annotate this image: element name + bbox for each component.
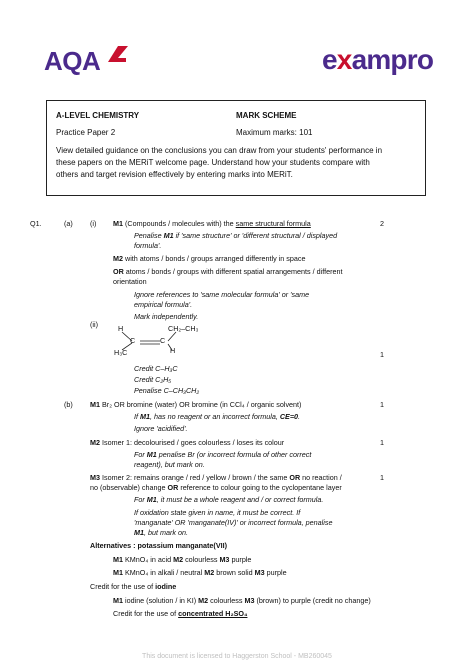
m1-label: M1 — [113, 219, 123, 228]
struct-c1: C — [130, 336, 136, 345]
exampro-logo-rest: ampro — [351, 44, 434, 75]
exampro-logo-x: x — [336, 44, 352, 75]
credit-c-h3c: Credit C–H₃C — [134, 364, 178, 373]
credit-h2so4-a: Credit for the use of — [113, 609, 177, 618]
blurb-line-3: others and target revision effectively by entering marks into MERiT. — [56, 170, 293, 179]
b-m2-text: Isomer 1: decolourised / goes colourless / loses its colour — [102, 438, 285, 447]
mark-b-m2: 1 — [380, 438, 384, 447]
or1-label: OR — [113, 267, 124, 276]
for-m1-b: M1 — [146, 450, 157, 459]
for-m1-line-2: reagent), but mark on. — [134, 460, 205, 469]
paper-name: Practice Paper 2 — [56, 128, 116, 137]
alt1-text-a: KMnO₄ in acid — [125, 555, 172, 564]
part-i-label: (i) — [90, 219, 97, 228]
mark-independently: Mark independently. — [134, 312, 199, 321]
for-m1b-c: , it must be a whole reagent and / or correct formula. — [156, 495, 324, 504]
iod-m3: M3 — [244, 596, 255, 605]
ox-3-m1: M1 — [134, 528, 144, 537]
m1-underlined: same structural formula — [235, 219, 311, 228]
b-m3-line — [90, 473, 342, 482]
or1-line — [113, 267, 342, 276]
b-m3-label: M3 — [90, 473, 100, 482]
max-marks: Maximum marks: 101 — [236, 128, 313, 137]
b-m1-line — [90, 400, 301, 409]
alt2-m3: M3 — [254, 568, 265, 577]
alt1-text-c: purple — [231, 555, 252, 564]
struct-c2: C — [160, 336, 166, 345]
pen-m1-b: M1 — [163, 231, 174, 240]
for-m1-a: For — [134, 450, 145, 459]
iod-text-c: (brown) to purple (credit no change) — [256, 596, 371, 605]
mark-b-m1: 1 — [380, 400, 384, 409]
credit-iodine-line — [90, 582, 176, 591]
alt2-text-c: purple — [266, 568, 287, 577]
mark-a-i: 2 — [380, 219, 384, 228]
m2-text: with atoms / bonds / groups arranged differently in space — [125, 254, 306, 263]
alt1-line — [113, 555, 251, 564]
for-m1-c: penalise Br (or incorrect formula of other correct — [158, 450, 312, 459]
if-m1-e: . — [298, 412, 301, 421]
b-m2-line — [90, 438, 284, 447]
aqa-logo — [44, 46, 100, 77]
iod-text-a: iodine (solution / in KI) — [125, 596, 197, 605]
credit-iodine-a: Credit for the use of — [90, 582, 154, 591]
oxidation-line-3 — [134, 528, 188, 537]
aqa-logo-text: AQA — [44, 46, 101, 76]
alt2-text-a: KMnO₄ in alkali / neutral — [125, 568, 203, 577]
pen-m1-a: Penalise — [134, 231, 162, 240]
exampro-logo — [322, 44, 433, 76]
b-m3-text-a: Isomer 2: remains orange / red / yellow / brown / the same — [102, 473, 288, 482]
credit-c2h5: Credit C₂H₅ — [134, 375, 172, 384]
ignore1-line: Ignore references to 'same molecular formula' or 'same — [134, 290, 310, 299]
if-m1-a: If — [134, 412, 138, 421]
alt1-m2: M2 — [173, 555, 184, 564]
alt1-m3: M3 — [219, 555, 230, 564]
for-m1-line — [134, 450, 311, 459]
if-m1-b: M1 — [140, 412, 150, 421]
alternatives-heading: Alternatives : potassium manganate(VII) — [90, 541, 227, 550]
for-m1b-a: For — [134, 495, 145, 504]
alt2-m1: M1 — [113, 568, 123, 577]
ignore-acidified: Ignore 'acidified'. — [134, 424, 188, 433]
ox-3-b: , but mark on. — [144, 528, 188, 537]
alt1-m1: M1 — [113, 555, 123, 564]
alt2-m2: M2 — [204, 568, 215, 577]
doc-type-title: MARK SCHEME — [236, 111, 297, 120]
credit-h2so4-line — [113, 609, 247, 618]
penalise-m1-line — [134, 231, 337, 240]
part-b-label: (b) — [64, 400, 73, 409]
if-m1-line — [134, 412, 300, 421]
b-m1-label: M1 — [90, 400, 100, 409]
alt2-text-b: brown solid — [216, 568, 253, 577]
b-m3-or2: OR — [167, 483, 179, 492]
m1-line — [113, 219, 311, 228]
b-m3-text-c: no (observable) change — [90, 483, 166, 492]
for-m1b-line — [134, 495, 323, 504]
oxidation-line-2: 'manganate' OR 'manganate(IV)' or incorrect formula, penalise — [134, 518, 333, 527]
exampro-logo-e: e — [322, 44, 337, 75]
question-number: Q1. — [30, 219, 42, 228]
or1-line-2: orientation — [113, 277, 147, 286]
struct-h3c: H₃C — [114, 348, 128, 357]
if-m1-d: CE=0 — [279, 412, 299, 421]
blurb-line-2: these papers on the MERiT welcome page. Understand how your students compare with — [56, 158, 370, 167]
iod-m1: M1 — [113, 596, 123, 605]
oxidation-line-1: If oxidation state given in name, it must be correct. If — [134, 508, 301, 517]
penalise-m1-line-2: formula'. — [134, 241, 162, 250]
license-footer: This document is licensed to Haggerston School - MB260045 — [142, 653, 332, 660]
iodine-line — [113, 596, 371, 605]
b-m2-label: M2 — [90, 438, 100, 447]
credit-h2so4-b: concentrated H₂SO₄ — [178, 609, 248, 618]
m1-text: (Compounds / molecules with) the — [125, 219, 234, 228]
iod-text-b: colourless — [210, 596, 243, 605]
credit-iodine-b: iodine — [155, 582, 177, 591]
alt1-text-b: colourless — [185, 555, 218, 564]
b-m1-text: Br₂ OR bromine (water) OR bromine (in CCl₄ / organic solvent) — [102, 400, 302, 409]
iod-m2: M2 — [198, 596, 209, 605]
aqa-swoosh-icon — [104, 42, 130, 66]
b-m3-text-b: no reaction / — [302, 473, 342, 482]
b-m3-line-2 — [90, 483, 342, 492]
struct-ch2ch3: CH₂–CH₃ — [168, 324, 199, 333]
or1-text: atoms / bonds / groups with different spatial arrangements / different — [125, 267, 343, 276]
b-m3-or: OR — [289, 473, 301, 482]
m2-line — [113, 254, 305, 263]
mark-a-ii: 1 — [380, 350, 384, 359]
mark-b-m3: 1 — [380, 473, 384, 482]
alt2-line — [113, 568, 287, 577]
part-a-label: (a) — [64, 219, 73, 228]
struct-h-bottom-right: H — [170, 346, 176, 355]
for-m1b-b: M1 — [146, 495, 157, 504]
m2-label: M2 — [113, 254, 123, 263]
penalise-c-ch3ch2: Penalise C–CH₃CH₂ — [134, 386, 200, 395]
pen-m1-c: if 'same structure' or 'different structural / displayed — [175, 231, 338, 240]
part-ii-label: (ii) — [90, 320, 98, 329]
struct-h-top-left: H — [118, 324, 124, 333]
ignore1-line-2: empirical formula'. — [134, 300, 193, 309]
blurb-line-1: View detailed guidance on the conclusions you can draw from your students' performance in — [56, 146, 383, 155]
subject-title: A-LEVEL CHEMISTRY — [56, 111, 140, 120]
b-m3-text-d: reference to colour going to the cyclopentane layer — [180, 483, 342, 492]
if-m1-c: , has no reagent or an incorrect formula, — [150, 412, 278, 421]
